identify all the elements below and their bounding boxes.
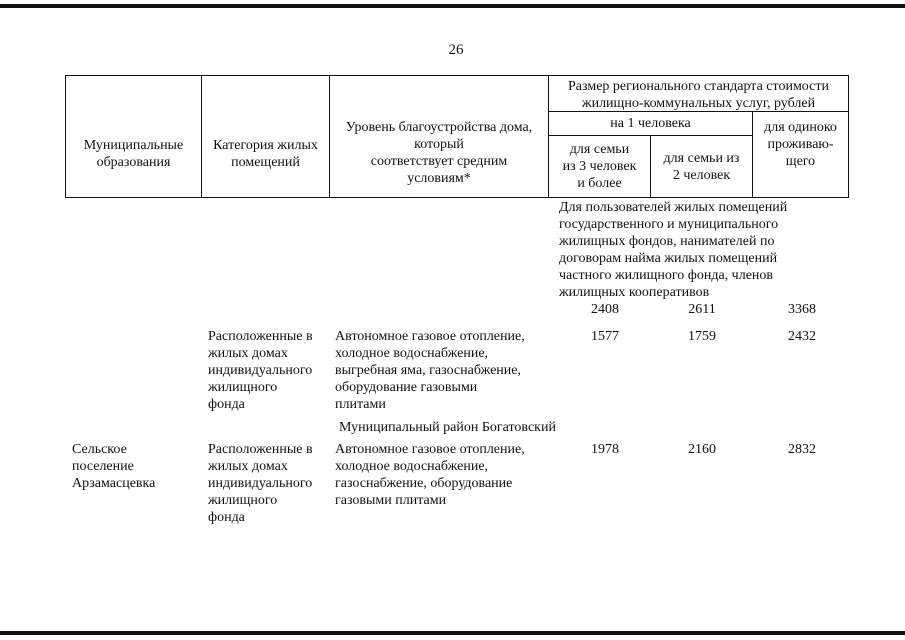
row-3-improvement-level: Автономное газовое отопление, холодное водоснабжение, газоснабжение, оборудование газовыми плитами	[335, 442, 525, 508]
header-municipalities: Муниципальные образования	[83, 138, 184, 170]
row-3-value-family3: 1978	[591, 442, 619, 457]
page-number: 26	[448, 42, 464, 58]
row-3-municipality: Сельское поселение Арзамасцевка	[72, 442, 156, 491]
district-heading: Муниципальный район Богатовский	[339, 420, 556, 435]
row-3-value-family2: 2160	[688, 442, 716, 457]
row-1-category: Расположенные в жилых домах индивидуального жилищного фонда	[208, 329, 313, 412]
top-rule	[0, 4, 905, 8]
row-0-value-single: 3368	[788, 302, 816, 317]
row-1-improvement-level: Автономное газовое отопление, холодное водоснабжение, выгребная яма, газоснабжение, оборудование газовыми плитами	[335, 329, 525, 412]
section-note: Для пользователей жилых помещений государственного и муниципального жилищных фондов, нанимателей по договорам найма жилых помещений частного жилищного фонда, членов жилищных кооперативов	[559, 200, 788, 300]
row-1-value-family3: 1577	[591, 329, 619, 344]
row-1-value-single: 2432	[788, 329, 816, 344]
header-single-resident: для одиноко проживаю- щего	[764, 120, 837, 169]
row-1-value-family2: 1759	[688, 329, 716, 344]
header-housing-category: Категория жилых помещений	[213, 138, 318, 170]
header-regional-standard: Размер регионального стандарта стоимости жилищно-коммунальных услуг, рублей	[568, 79, 829, 111]
row-3-category: Расположенные в жилых домах индивидуального жилищного фонда	[208, 442, 313, 525]
header-improvement-level: Уровень благоустройства дома, который соответствует средним условиям*	[345, 120, 533, 186]
header-family-2: для семьи из 2 человек	[663, 151, 740, 183]
bottom-rule	[0, 631, 905, 635]
header-family-3-plus: для семьи из 3 человек и более	[562, 142, 637, 191]
row-0-value-family2: 2611	[688, 302, 716, 317]
header-per-person: на 1 человека	[610, 116, 691, 131]
row-0-value-family3: 2408	[591, 302, 619, 317]
row-3-value-single: 2832	[788, 442, 816, 457]
